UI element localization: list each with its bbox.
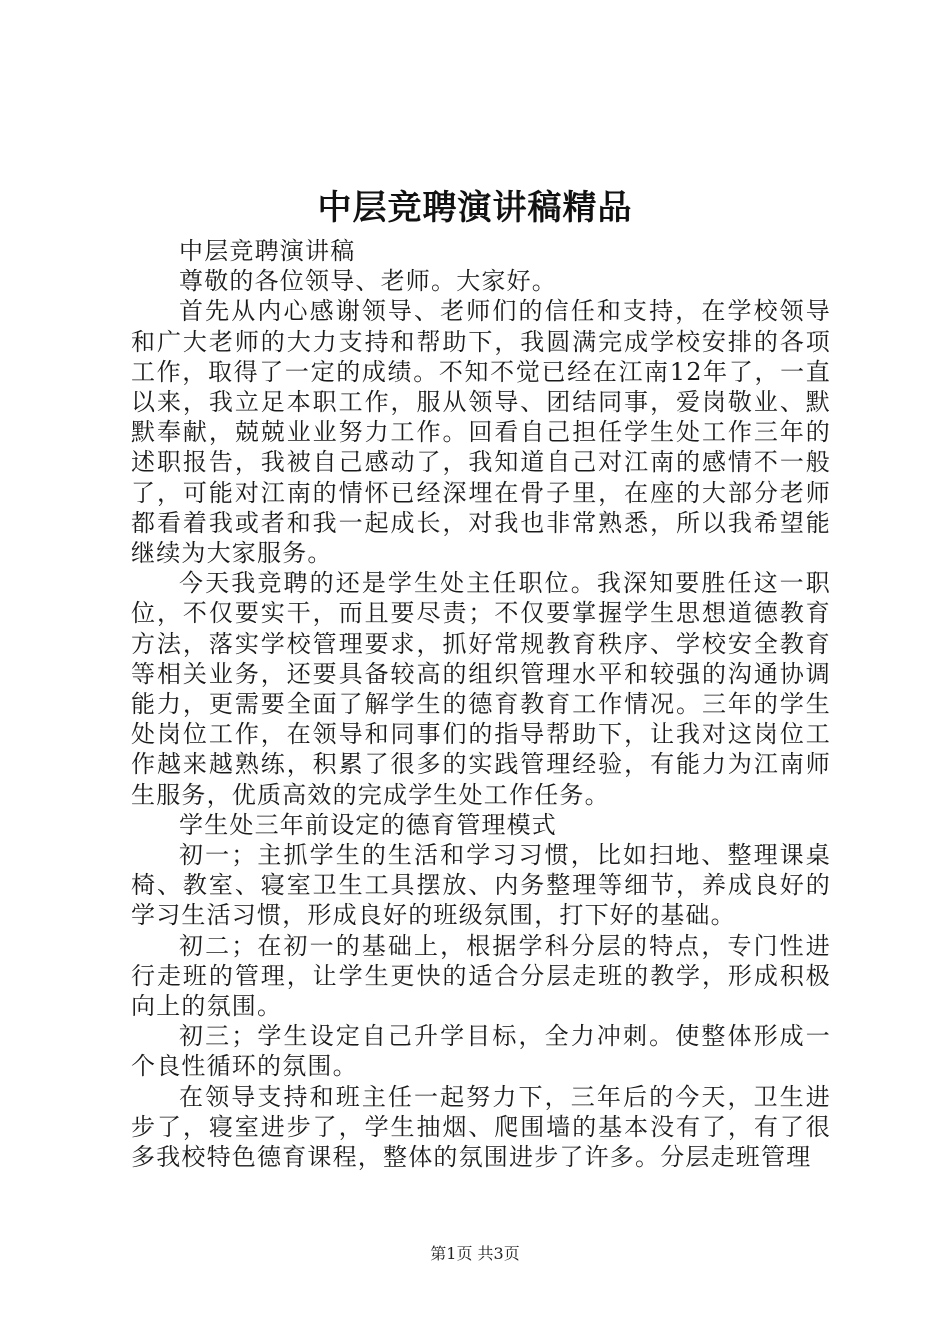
paragraph: 首先从内心感谢领导、老师们的信任和支持，在学校领导和广大老师的大力支持和帮助下，我圆满完成学校安排的各项工作，取得了一定的成绩。不知不觉已经在江南12年了，一直以来，我立足本职工作，服从领导、团结同事，爱岗敬业、默默奉献，兢兢业业努力工作。回看自己担任学生处工作三年的述职报告，我被自己感动了，我知道自己对江南的感情不一般了，可能对江南的情怀已经深埋在骨子里，在座的大部分老师都看着我或者和我一起成长，对我也非常熟悉，所以我希望能继续为大家服务。 <box>131 297 831 568</box>
document-body <box>131 236 831 1172</box>
paragraph: 在领导支持和班主任一起努力下，三年后的今天，卫生进步了，寝室进步了，学生抽烟、爬围墙的基本没有了，有了很多我校特色德育课程，整体的氛围进步了许多。分层走班管理 <box>131 1082 831 1172</box>
paragraph: 初二；在初一的基础上，根据学科分层的特点，专门性进行走班的管理，让学生更快的适合分层走班的教学，形成积极向上的氛围。 <box>131 931 831 1021</box>
page-footer: 第1页 共3页 <box>430 1244 520 1263</box>
paragraph: 今天我竞聘的还是学生处主任职位。我深知要胜任这一职位，不仅要实干，而且要尽责；不仅要掌握学生思想道德教育方法，落实学校管理要求，抓好常规教育秩序、学校安全教育等相关业务，还要具备较高的组织管理水平和较强的沟通协调能力，更需要全面了解学生的德育教育工作情况。三年的学生处岗位工作，在领导和同事们的指导帮助下，让我对这岗位工作越来越熟练，积累了很多的实践管理经验，有能力为江南师生服务，优质高效的完成学生处工作任务。 <box>131 569 831 809</box>
paragraph: 初一；主抓学生的生活和学习习惯，比如扫地、整理课桌椅、教室、寝室卫生工具摆放、内务整理等细节，养成良好的学习生活习惯，形成良好的班级氛围，打下好的基础。 <box>131 841 831 930</box>
paragraph-subtitle: 中层竞聘演讲稿 <box>179 237 356 265</box>
paragraph-section-heading: 学生处三年前设定的德育管理模式 <box>179 810 557 839</box>
paragraph-greeting: 尊敬的各位领导、老师。大家好。 <box>179 267 557 296</box>
paragraph: 初三；学生设定自己升学目标，全力冲刺。使整体形成一个良性循环的氛围。 <box>131 1022 831 1081</box>
document-title: 中层竞聘演讲稿精品 <box>317 188 633 228</box>
